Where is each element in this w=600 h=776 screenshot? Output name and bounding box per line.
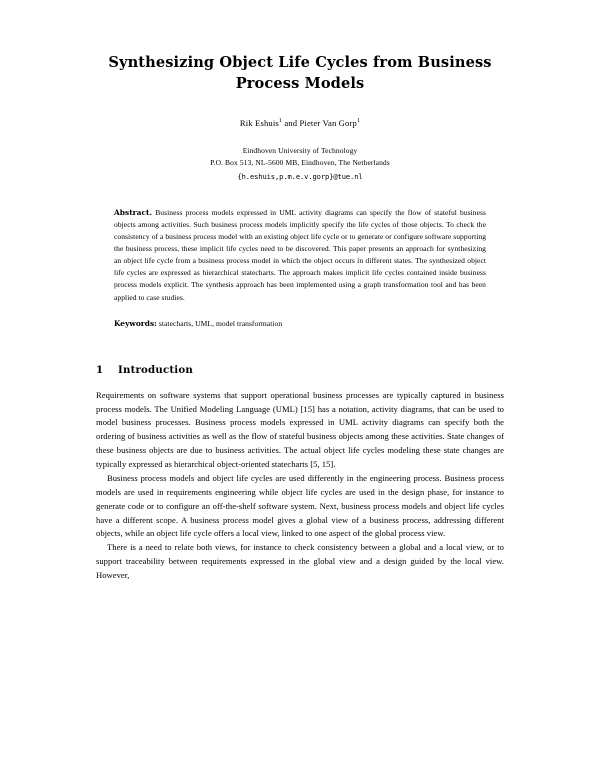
section-title: Introduction	[118, 363, 193, 376]
author-mark-1: 1	[278, 118, 283, 125]
author-mark-2: 1	[356, 118, 361, 125]
abstract-text: Business process models expressed in UML activity diagrams can specify the flow of stateful business objects among activities. Such business process models implicitly specify the life cycles of those objects. To check the consistency of a business process model with an existing object life cycle or to generate or configure software supporting the business process, these implicit life cycles need to be discovered. This paper presents an approach for synthesizing an object life cycle from a business process model in which the object occurs in different states. The synthesized object life cycles are expressed as hierarchical statecharts. The approach makes implicit life cycles contained inside business process models explicit. The synthesis approach has been implemented using a graph transformation tool and has been applied to case studies.	[114, 207, 487, 302]
title-line-1: Synthesizing Object Life Cycles from Business	[108, 54, 492, 71]
keywords	[114, 319, 486, 328]
affiliation	[96, 145, 504, 169]
author-names: Rik Eshuis$^1$ and Pieter Van Gorp$^1$	[239, 118, 361, 129]
page-title	[96, 52, 504, 94]
keywords-text: statecharts, UML, model transformation	[158, 318, 283, 328]
paragraph-3: There is a need to relate both views, for instance to check consistency between a global and a local view, or to support traceability between requirements expressed in the global view and a design guided by the local view. However,	[96, 542, 504, 581]
affiliation-line-2: P.O. Box 513, NL-5600 MB, Eindhoven, The Netherlands	[210, 158, 390, 168]
paragraph-1: Requirements on software systems that support operational business processes are typically captured in business process models. The Unified Modeling Language (UML) [15] has a notation, activity diagrams, that can be used to model business processes. Business process models expressed in UML activity diagrams can specify both the ordering of business activities as well as the flow of stateful business objects among these activities. State changes of these business objects are due to business activities. The actual object life cycles modeling these state changes are typically expressed as hierarchical object-oriented statecharts [5, 15].	[96, 389, 504, 470]
affiliation-line-1: Eindhoven University of Technology	[242, 146, 358, 156]
section-heading	[96, 364, 504, 376]
title-line-2: Process Models	[235, 75, 365, 93]
keywords-label: Keywords:	[114, 318, 157, 328]
abstract	[114, 207, 486, 304]
author-list	[96, 118, 504, 128]
abstract-label: Abstract.	[114, 207, 153, 217]
author-email: {h.eshuis,p.m.e.v.gorp}@tue.nl	[237, 171, 363, 181]
section-number: 1	[96, 363, 104, 376]
paragraph-2: Business process models and object life cycles are used differently in the engineering process. Business process models are used in requirements engineering while object life cycles are used in the design phase, for instance to generate code or to configure an off-the-shelf software system. Next, business process models and object life cycles have a different scope. A business process model gives a global view of a business process, addressing different objects, while an object life cycle offers a local view, linked to one aspect of the global process view.	[96, 472, 504, 539]
